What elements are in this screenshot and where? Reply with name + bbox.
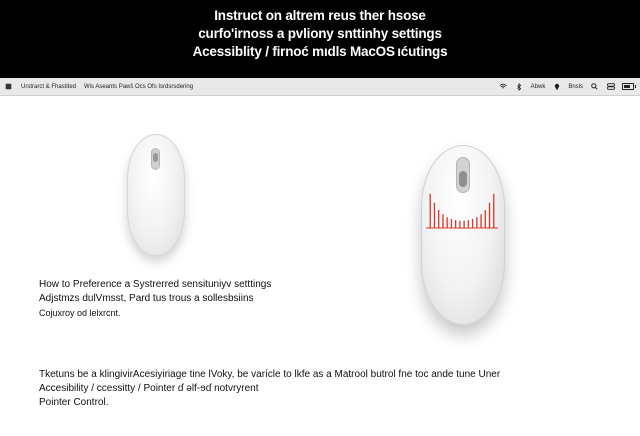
apple-menu-icon[interactable] [4, 82, 13, 91]
battery-level-fill [624, 85, 630, 88]
menu-item-app[interactable]: Urstrarct & Fhastited [21, 83, 77, 90]
menu-item-menus[interactable]: Wis Aseants Pawš Ocs Ofs Isrdsrsdering [84, 83, 194, 90]
control-center-icon[interactable] [606, 82, 615, 91]
banner-line-2: curfo'irnoss a pvliony snttinhy settings [198, 26, 442, 41]
intro-caption: Cojuxroy od lelxrcnt. [39, 308, 121, 318]
sensitivity-graph [426, 188, 498, 232]
banner-line-3: Acessiblity / firnoć mıdls MacOS ıćutings [192, 44, 448, 59]
mouse-illustration-left [127, 134, 185, 256]
menubar-status-text[interactable]: Abwk [530, 83, 546, 90]
banner-line-1: Instruct on altrem reus ther hsose [214, 8, 426, 23]
menubar-user-text[interactable]: Bnsls [568, 83, 583, 90]
intro-heading: How to Preference a Systrerred sensituniyv setttings [39, 279, 272, 290]
search-icon[interactable] [590, 82, 599, 91]
location-icon[interactable] [552, 82, 561, 91]
mouse-illustration-right [421, 145, 505, 325]
battery-icon[interactable] [622, 83, 634, 90]
instructions-line-2: Accesibility / ccessitty / Pointer ɗ əlf‑ɘɗ notvryrent [39, 383, 259, 394]
instructions-line-3: Pointer Control. [39, 397, 109, 408]
instructions-text-block [39, 368, 599, 410]
wifi-icon[interactable] [499, 82, 508, 91]
scroll-wheel-icon [151, 148, 160, 170]
intro-text-block [39, 278, 419, 320]
macos-menu-bar [0, 78, 640, 96]
bluetooth-icon[interactable] [515, 82, 524, 91]
instructions-line-1: Tketuns be a klingivirAcesiyiriage tine lVoky, be varícle to lkfe as a Matrool butrol fne toc ande tune Uner [39, 369, 501, 380]
video-title-banner [0, 0, 640, 78]
intro-subheading: Adjstmzs dulVmsst, Pard tus trous a sollesbsiins [39, 293, 254, 304]
